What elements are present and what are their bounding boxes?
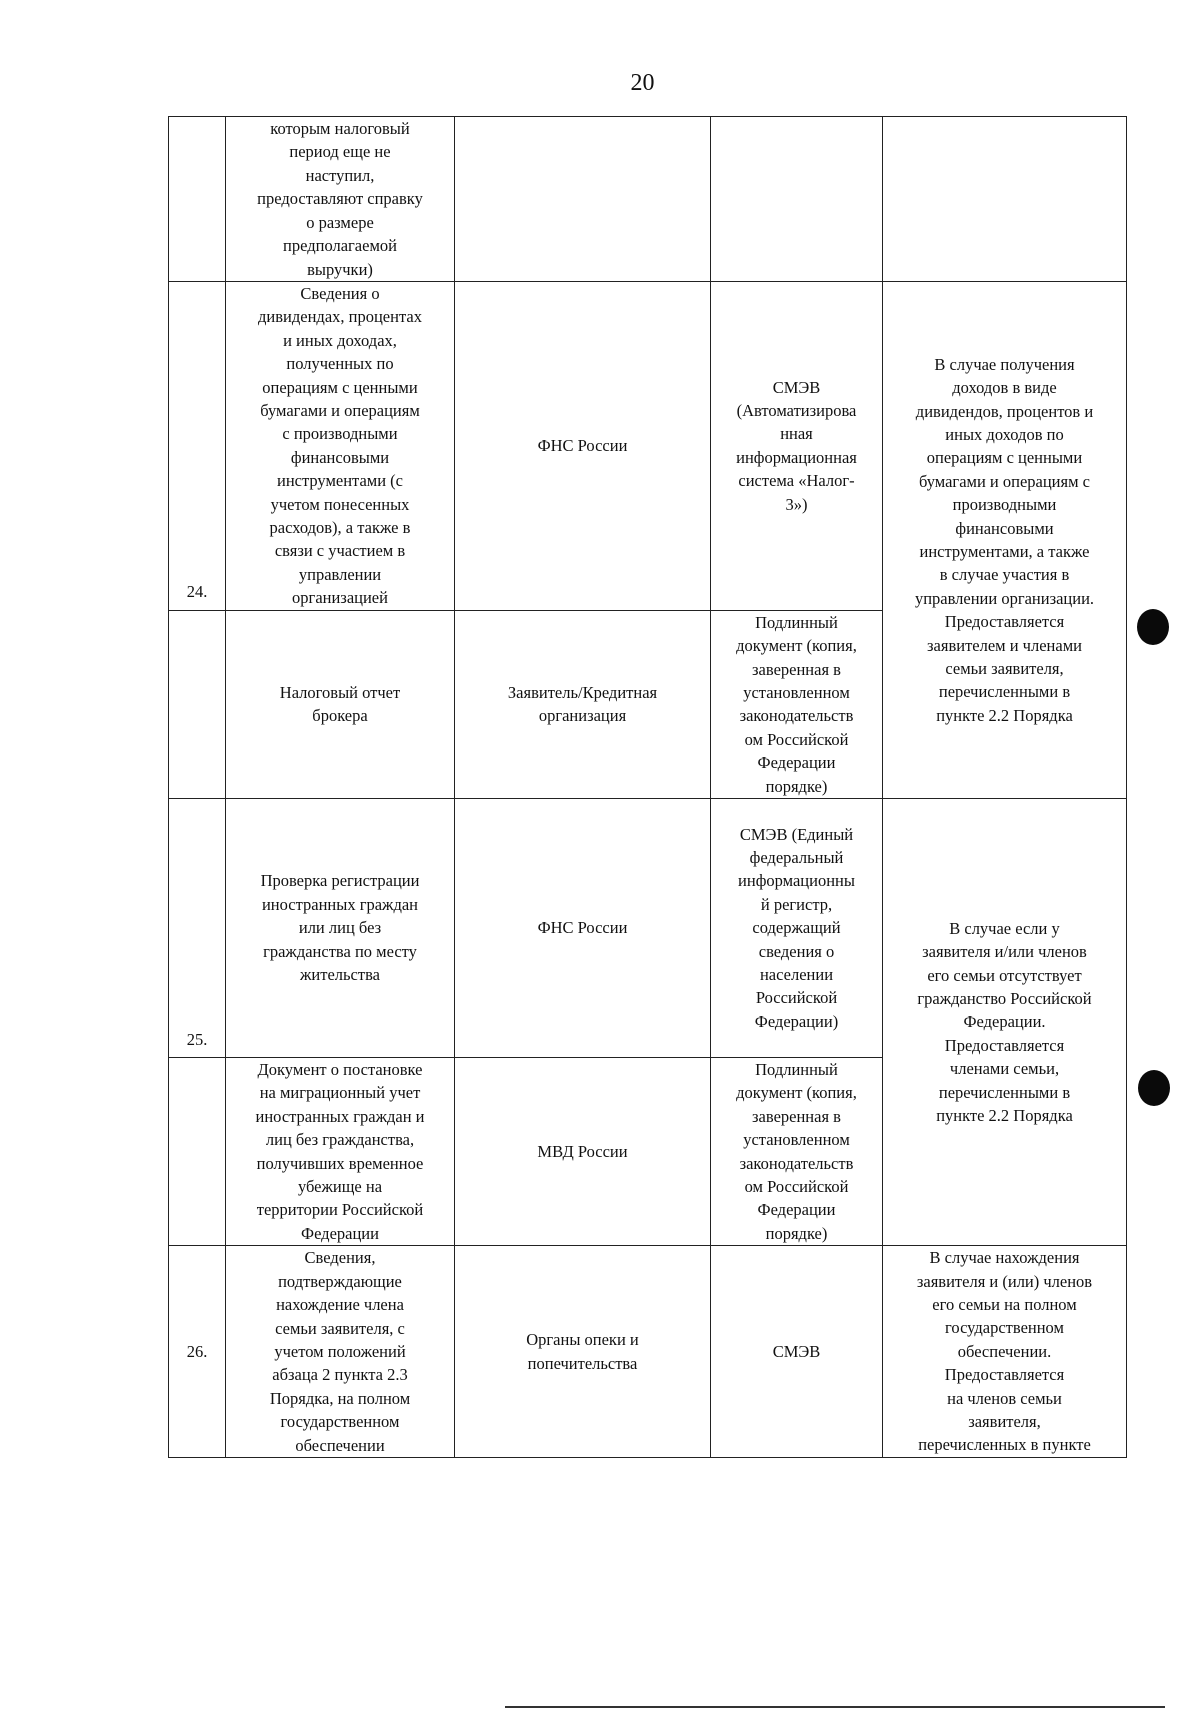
method-cell: СМЭВ (Единый федеральный информационны й регистр, содержащий сведения о населении Российской Федерации) <box>711 798 883 1057</box>
source-cell: МВД России <box>455 1057 711 1245</box>
row-number-cell <box>169 117 226 282</box>
row-number-cell <box>169 610 226 798</box>
information-cell: Сведения о дивидендах, процентах и иных доходах, полученных по операциям с ценными бумагами и операциям с производными финансовыми инструментами (с учетом понесенных расходов), а также в связи с участием в управлении организацией <box>226 282 455 611</box>
source-cell: ФНС России <box>455 798 711 1057</box>
source-cell <box>455 117 711 282</box>
row-number-cell: 24. <box>169 282 226 611</box>
information-cell: Сведения, подтверждающие нахождение члена семьи заявителя, с учетом положений абзаца 2 пункта 2.3 Порядка, на полном государственном обеспечении <box>226 1246 455 1458</box>
source-cell: ФНС России <box>455 282 711 611</box>
information-cell: Проверка регистрации иностранных граждан или лиц без гражданства по месту жительства <box>226 798 455 1057</box>
table-row <box>169 282 1127 611</box>
information-cell: которым налоговый период еще не наступил, предоставляют справку о размере предполагаемой выручки) <box>226 117 455 282</box>
note-cell: В случае получения доходов в виде дивидендов, процентов и иных доходов по операциям с ценными бумагами и операциям с производными финансовыми инструментами, а также в случае участия в управлении организации. Предоставляется заявителем и членами семьи заявителя, перечисленными в пункте 2.2 Порядка <box>883 282 1127 799</box>
information-cell: Налоговый отчет брокера <box>226 610 455 798</box>
information-cell: Документ о постановке на миграционный учет иностранных граждан и лиц без гражданства, получивших временное убежище на территории Российской Федерации <box>226 1057 455 1245</box>
scan-edge-line <box>505 1706 1165 1708</box>
page-number: 20 <box>630 70 655 96</box>
punch-hole-mark <box>1137 609 1169 645</box>
note-cell: В случае если у заявителя и/или членов его семьи отсутствует гражданство Российской Федерации. Предоставляется членами семьи, перечисленными в пункте 2.2 Порядка <box>883 798 1127 1245</box>
punch-hole-mark <box>1138 1070 1170 1106</box>
note-cell <box>883 117 1127 282</box>
method-cell: СМЭВ <box>711 1246 883 1458</box>
row-number-cell: 25. <box>169 798 226 1057</box>
note-cell: В случае нахождения заявителя и (или) членов его семьи на полном государственном обеспечении. Предоставляется на членов семьи заявителя, перечисленных в пункте <box>883 1246 1127 1458</box>
table-row <box>169 1246 1127 1458</box>
method-cell: Подлинный документ (копия, заверенная в установленном законодательств ом Российской Федерации порядке) <box>711 610 883 798</box>
table-row <box>169 798 1127 1057</box>
row-number-cell <box>169 1057 226 1245</box>
documents-table <box>168 116 1127 1458</box>
table-row <box>169 117 1127 282</box>
method-cell <box>711 117 883 282</box>
method-cell: Подлинный документ (копия, заверенная в установленном законодательств ом Российской Федерации порядке) <box>711 1057 883 1245</box>
row-number-cell: 26. <box>169 1246 226 1458</box>
source-cell: Заявитель/Кредитная организация <box>455 610 711 798</box>
method-cell: СМЭВ (Автоматизирова нная информационная система «Налог- 3») <box>711 282 883 611</box>
source-cell: Органы опеки и попечительства <box>455 1246 711 1458</box>
